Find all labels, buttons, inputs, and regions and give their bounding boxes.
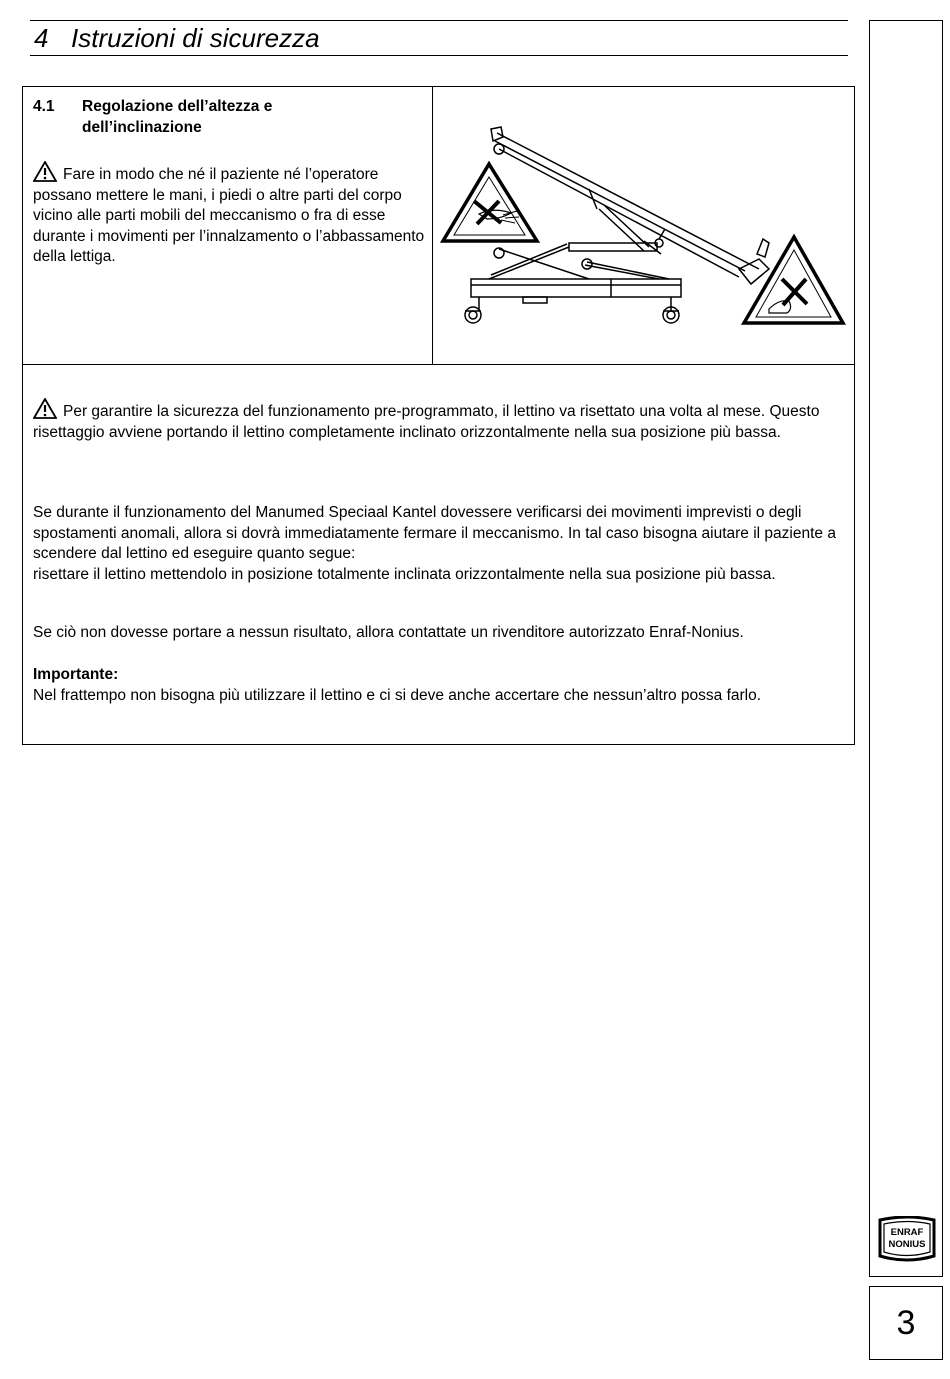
- logo-line2: NONIUS: [888, 1239, 926, 1250]
- reset-warning-text: Per garantire la sicurezza del funzionamento pre-programmato, il lettino va risettato una volta al mese. Questo risettaggio avviene portando il lettino completamente inclinato orizzontalmente nella sua posizione più bassa.: [33, 403, 820, 441]
- important-heading: Importante:: [33, 666, 119, 683]
- warning-triangle-icon: [33, 398, 57, 419]
- column-divider: [432, 87, 433, 365]
- warning-triangle-icon: [33, 161, 57, 182]
- section-heading: [33, 96, 272, 138]
- section-title-line1: Regolazione dell’altezza e: [82, 98, 273, 115]
- tilt-bed-illustration: [439, 119, 847, 334]
- safety-table: [22, 86, 855, 745]
- header-rule-bottom: [30, 55, 848, 56]
- page-number: 3: [896, 1303, 916, 1342]
- page-number-box: [869, 1286, 943, 1360]
- hand-crush-hazard-icon: [443, 164, 537, 241]
- chapter-title: [34, 22, 320, 54]
- contact-dealer-paragraph: [33, 623, 843, 644]
- header-rule-top: [30, 20, 848, 21]
- enraf-nonius-logo: [874, 1216, 940, 1268]
- contact-dealer-text: Se ciò non dovesse portare a nessun risultato, allora contattate un rivenditore autorizzato Enraf-Nonius.: [33, 624, 744, 641]
- logo-line1: ENRAF: [890, 1227, 924, 1238]
- unexpected-movements-paragraph: [33, 503, 843, 585]
- unexpected-movements-text-2: risettare il lettino mettendolo in posizione totalmente inclinata orizzontalmente nella sua posizione più bassa.: [33, 565, 776, 583]
- chapter-number: 4: [34, 23, 49, 53]
- section-number: 4.1: [33, 98, 55, 115]
- chapter-title-text: Istruzioni di sicurezza: [71, 23, 320, 53]
- side-tab: [869, 20, 943, 1277]
- row-divider: [23, 364, 854, 365]
- important-text: Nel frattempo non bisogna più utilizzare il lettino e ci si deve anche accertare che nessun’altro possa farlo.: [33, 686, 762, 704]
- hands-warning-paragraph: [33, 161, 428, 268]
- unexpected-movements-text-1: Se durante il funzionamento del Manumed Speciaal Kantel dovessere verificarsi dei movimenti imprevisti o degli spostamenti anomali, allora si dovrà immediatamente fermare il meccanismo. In tal caso bisogna aiutare il paziente a scendere dal lettino ed eseguire quanto segue:: [33, 504, 836, 562]
- hands-warning-text: Fare in modo che né il paziente né l’operatore possano mettere le mani, i piedi o altre parti del corpo vicino alle parti mobili del meccanismo o fra di esse durante i movimenti per l’innalzamento o l’abbassamento della lettiga.: [33, 166, 425, 265]
- reset-warning-paragraph: [33, 398, 833, 443]
- important-paragraph: [33, 665, 843, 706]
- section-title-line2: dell’inclinazione: [82, 119, 202, 136]
